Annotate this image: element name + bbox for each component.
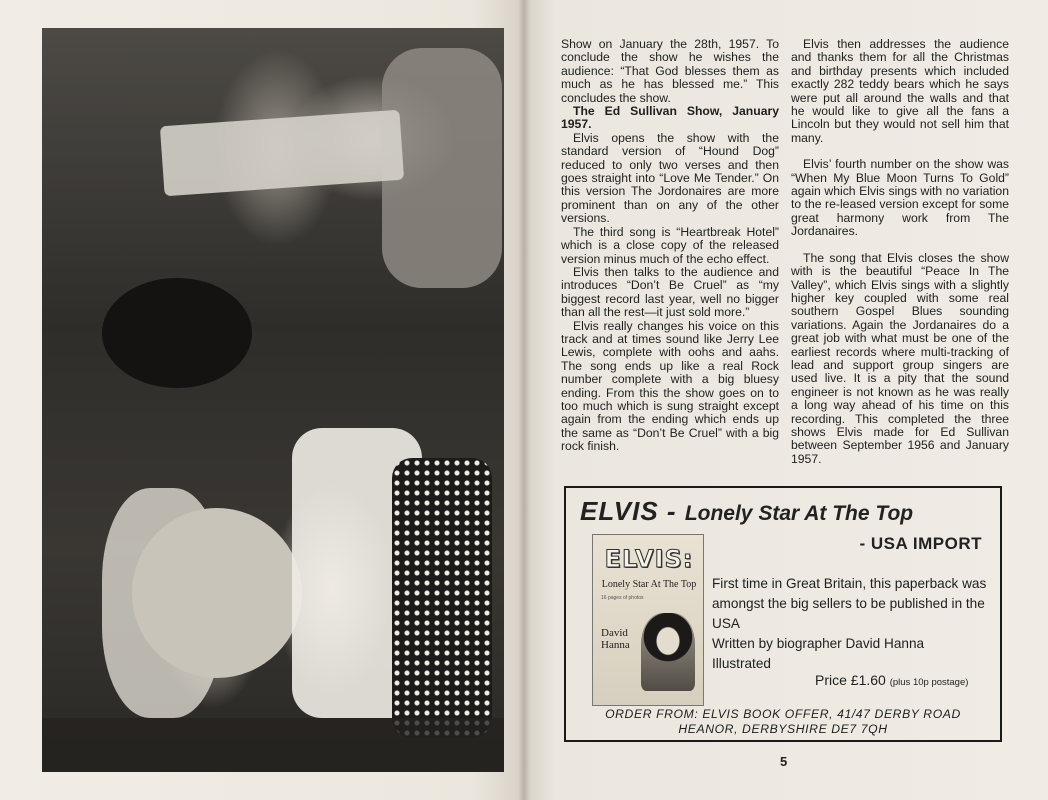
book-cover-title: ELVIS: [604, 545, 694, 573]
article-paragraph: The song that Elvis closes the show with is the beautiful “Peace In The Valley”, which Elvis sings with a slightly higher key coupled with some real southern Gospel Blues sounding variations. Again the Jordanaires do a great job with what must be one of the earliest records where multi-tracking of lead and support group singers are used live. It is a pity that the sound engineer is not known as he was really a long way ahead of his time on this recording. This completed the three shows Elvis made for Ed Sullivan between September 1956 and January 1957. [791, 250, 1009, 466]
article-paragraph: The third song is “Heartbreak Hotel” which is a close copy of the released version minus much of the echo effect. [561, 224, 779, 266]
book-advert [564, 486, 1002, 742]
photo-paper [160, 110, 404, 197]
book-cover-author-first: David [601, 627, 628, 639]
advert-title-dash: - [658, 496, 685, 526]
advert-body-line-2: Written by biographer David Hanna [712, 636, 925, 651]
photo-dark-hair [102, 278, 252, 388]
advert-body-line-3: Illustrated [712, 656, 771, 671]
order-line-2: HEANOR, DERBYSHIRE DE7 7QH [678, 722, 888, 736]
article-paragraph: Elvis really changes his voice on this track and at times sound like Jerry Lee Lewis, complete with oohs and aahs. The song ends up like a real Rock number complete with a big bluesy ending. From this the show goes on to too much which is sung straight except again from the ending which ends up the same as “Don’t Be Cruel” with a big rock finish. [561, 318, 779, 454]
article-column-2 [791, 38, 1009, 466]
article-paragraph: Elvis’ fourth number on the show was “When My Blue Moon Turns To Gold” again which Elvis sings with no variation to the re-leased version except for some great harmony work from The Jordanaires. [791, 157, 1009, 239]
book-gutter [518, 0, 530, 800]
advert-title-subtitle: Lonely Star At The Top [684, 502, 914, 525]
article-paragraph: Elvis then talks to the audience and introduces “Don’t Be Cruel” as “my biggest record last year, well no bigger than all the rest—it just sold more.” [561, 264, 779, 320]
article-subheading: The Ed Sullivan Show, January 1957. [561, 104, 779, 132]
advert-body-line-1: First time in Great Britain, this paperback was amongst the big sellers to be published in the USA [712, 576, 987, 631]
advert-title [580, 496, 990, 527]
price-postage-note: (plus 10p postage) [889, 677, 969, 688]
article-paragraph: Elvis opens the show with the standard version of “Hound Dog” reduced to only two verses and then goes straight into “Love Me Tender.” On this version The Jordonaires are more prominent than on any of the other versions. [561, 130, 779, 226]
article-paragraph: Elvis then addresses the audience and thanks them for all the Christmas and birthday presents which included exactly 282 teddy bears which he says were put all around the walls and that he would like to give all the fans a Lincoln but they would not sell him that many. [791, 37, 1009, 145]
photo-floor-shadow [42, 718, 504, 772]
book-cover-image [592, 534, 704, 706]
photo-polka-dot-dress [392, 458, 492, 738]
page-number: 5 [780, 754, 788, 769]
book-cover-author-last: Hanna [601, 639, 630, 651]
usa-import-label: - USA IMPORT [859, 534, 982, 553]
order-line-1: ORDER FROM: ELVIS BOOK OFFER, 41/47 DERBY ROAD [605, 707, 961, 721]
advert-title-elvis: ELVIS [580, 496, 659, 526]
article-column-1 [561, 38, 779, 454]
elvis-photograph [42, 28, 504, 772]
book-cover-author [601, 627, 630, 651]
advert-price [815, 672, 968, 688]
book-cover-portrait [641, 613, 695, 691]
book-cover-subtitle: Lonely Star At The Top [601, 579, 697, 590]
price-value: Price £1.60 [815, 672, 886, 688]
book-cover-tagline: 16 pages of photos [601, 595, 644, 601]
order-address [566, 707, 1000, 737]
photo-child-face [132, 508, 302, 678]
article-paragraph: Show on January the 28th, 1957. To conclude the show he wishes the audience: “That God blesses them as much as he has blessed me.” This concludes the show. [561, 37, 779, 105]
advert-description [712, 574, 996, 674]
